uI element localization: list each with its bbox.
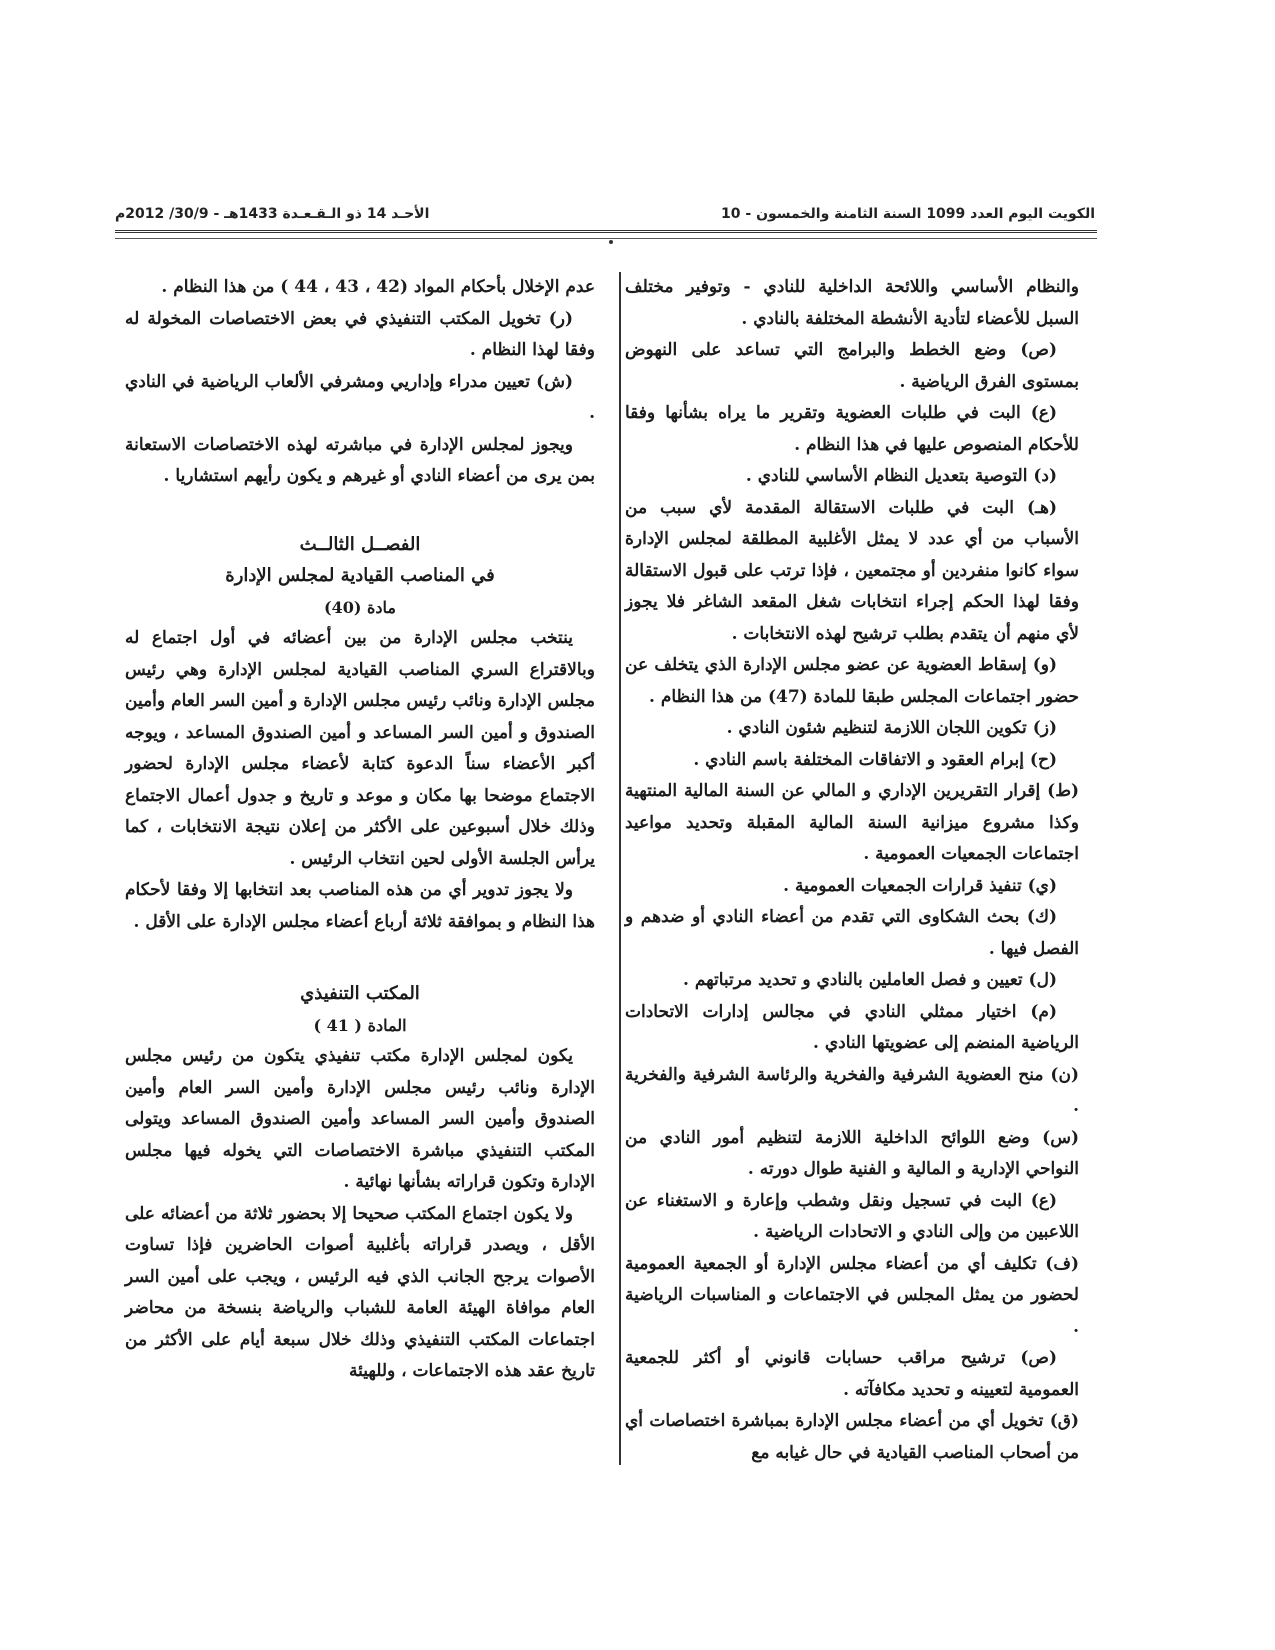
header-dot (609, 240, 613, 244)
paragraph: (ص) ترشيح مراقب حسابات قانوني أو أكثر للجمعية العمومية لتعيينه و تحديد مكافآته . (625, 1348, 1079, 1400)
paragraph: ينتخب مجلس الإدارة من بين أعضائه في أول اجتماع له وبالاقتراع السري المناصب القيادية لمجلس الإدارة وهي رئيس مجلس الإدارة ونائب رئيس مجلس الإدارة و أمين السر العام وأمين الصندوق و أمين السر المساعد و أمين الصندوق المساعد ، ويوجه أكبر الأعضاء سناً الدعوة كتابة لأعضاء مجلس الإدارة لحضور الاجتماع موضحا بها مكان و موعد و تاريخ و جدول أعمال الاجتماع وذلك خلال أسبوعين على الأكثر من إعلان نتيجة الانتخابات ، كما يرأس الجلسة الأولى لحين انتخاب الرئيس . (125, 628, 595, 869)
paragraph: (ح) إبرام العقود و الاتفاقات المختلفة باسم النادي . (693, 749, 1057, 770)
paragraph: (ن) منح العضوية الشرفية والفخرية والرئاسة الشرفية والفخرية . (625, 1064, 1079, 1116)
paragraph: (د) التوصية بتعديل النظام الأساسي للنادي . (745, 466, 1057, 486)
column-divider (619, 272, 621, 1465)
paragraph: (ز) تكوين اللجان اللازمة لتنظيم شئون النادي . (726, 718, 1057, 738)
paragraph: (ش) تعيين مدراء وإداريي ومشرفي الألعاب الرياضية في النادي . (125, 371, 595, 423)
paragraph: (ر) تخويل المكتب التنفيذي في بعض الاختصاصات المخولة له وفقا لهذا النظام . (125, 308, 595, 360)
article-heading: مادة (40) (324, 597, 396, 617)
paragraph: (س) وضع اللوائح الداخلية اللازمة لتنظيم أمور النادي من النواحي الإدارية و المالية و الفنية طوال دورته . (625, 1127, 1079, 1179)
right-column (625, 272, 1079, 1469)
paragraph: (ف) تكليف أي من أعضاء مجلس الإدارة أو الجمعية العمومية لحضور من يمثل المجلس في الاجتماعات و المناسبات الرياضية . (625, 1253, 1079, 1337)
article-heading: المادة ( 41 ) (313, 1015, 407, 1035)
chapter-subtitle: في المناصب القيادية لمجلس الإدارة (225, 565, 495, 586)
paragraph: (ق) تخويل أي من أعضاء مجلس الإدارة بمباشرة اختصاصات أي من أصحاب المناصب القيادية في حال غيابه مع (625, 1411, 1079, 1463)
paragraph: (ع) البت في طلبات العضوية وتقرير ما يراه بشأنها وفقا للأحكام المنصوص عليها في هذا النظام . (625, 403, 1079, 455)
paragraph: (ي) تنفيذ قرارات الجمعيات العمومية . (783, 875, 1057, 896)
paragraph: (هـ) البت في طلبات الاستقالة المقدمة لأي سبب من الأسباب من أي عدد لا يمثل الأغلبية المطلقة لمجلس الإدارة سواء كانوا منفردين أو مجتمعين ، فإذا ترتب على قبول الاستقالة وفقا لهذا الحكم إجراء انتخابات شغل المقعد الشاغر فلا يجوز لأي منهم أن يتقدم بطلب ترشيح لهذه الانتخابات . (625, 497, 1079, 644)
header-rule (115, 230, 1097, 239)
paragraph: (ع) البت في تسجيل ونقل وشطب وإعارة و الاستغناء عن اللاعبين من وإلى النادي و الاتحادات الرياضية . (625, 1190, 1079, 1242)
header-issue-info: الكويت اليوم العدد 1099 السنة الثامنة والخمسون - 10 (721, 206, 1095, 222)
header-date: الأحـد 14 ذو الـقـعـدة 1433هـ - 30/9/ 2012م (115, 206, 430, 222)
section-title: المكتب التنفيذي (300, 983, 420, 1004)
paragraph: (ط) إقرار التقريرين الإداري و المالي عن السنة المالية المنتهية وكذا مشروع ميزانية السنة المالية المقبلة وتحديد مواعيد اجتماعات الجمعيات العمومية . (625, 781, 1079, 864)
paragraph: (ص) وضع الخطط والبرامج التي تساعد على النهوض بمستوى الفرق الرياضية . (625, 340, 1079, 392)
paragraph: ولا يكون اجتماع المكتب صحيحا إلا بحضور ثلاثة من أعضائه على الأقل ، ويصدر قراراته بأغلبية أصوات الحاضرين فإذا تساوت الأصوات يرجح الجانب الذي فيه الرئيس ، ويجب على أمين السر العام موافاة الهيئة العامة للشباب والرياضة بنسخة من محاضر اجتماعات المكتب التنفيذي وذلك خلال سبعة أيام على الأكثر من تاريخ عقد هذه الاجتماعات ، وللهيئة (125, 1203, 595, 1381)
chapter-title: الفصــل الثالــث (299, 533, 421, 555)
paragraph: ويجوز لمجلس الإدارة في مباشرته لهذه الاختصاصات الاستعانة بمن يرى من أعضاء النادي أو غيرهم و يكون رأيهم استشاريا . (125, 434, 595, 486)
paragraph: (ك) بحث الشكاوى التي تقدم من أعضاء النادي أو ضدهم و الفصل فيها . (625, 907, 1079, 959)
paragraph: (و) إسقاط العضوية عن عضو مجلس الإدارة الذي يتخلف عن حضور اجتماعات المجلس طبقا للمادة (47) من هذا النظام . (625, 655, 1079, 707)
paragraph: والنظام الأساسي واللائحة الداخلية للنادي - وتوفير مختلف السبل للأعضاء لتأدية الأنشطة المختلفة بالنادي . (625, 277, 1079, 329)
paragraph: (م) اختيار ممثلي النادي في مجالس إدارات الاتحادات الرياضية المنضم إلى عضويتها النادي . (625, 1001, 1079, 1053)
paragraph: (ل) تعيين و فصل العاملين بالنادي و تحديد مرتباتهم . (683, 970, 1057, 990)
left-column (125, 272, 595, 1388)
paragraph: عدم الإخلال بأحكام المواد (42 ، 43 ، 44 ) من هذا النظام . (161, 277, 595, 297)
paragraph: ولا يجوز تدوير أي من هذه المناصب بعد انتخابها إلا وفقا لأحكام هذا النظام و بموافقة ثلاثة أرباع أعضاء مجلس الإدارة على الأقل . (125, 880, 595, 932)
paragraph: يكون لمجلس الإدارة مكتب تنفيذي يتكون من رئيس مجلس الإدارة ونائب رئيس مجلس الإدارة وأمين السر العام وأمين الصندوق وأمين السر المساعد وأمين الصندوق المساعد ويتولى المكتب التنفيذي مباشرة الاختصاصات التي يخوله فيها مجلس الإدارة وتكون قراراته بشأنها نهائية . (125, 1046, 595, 1192)
